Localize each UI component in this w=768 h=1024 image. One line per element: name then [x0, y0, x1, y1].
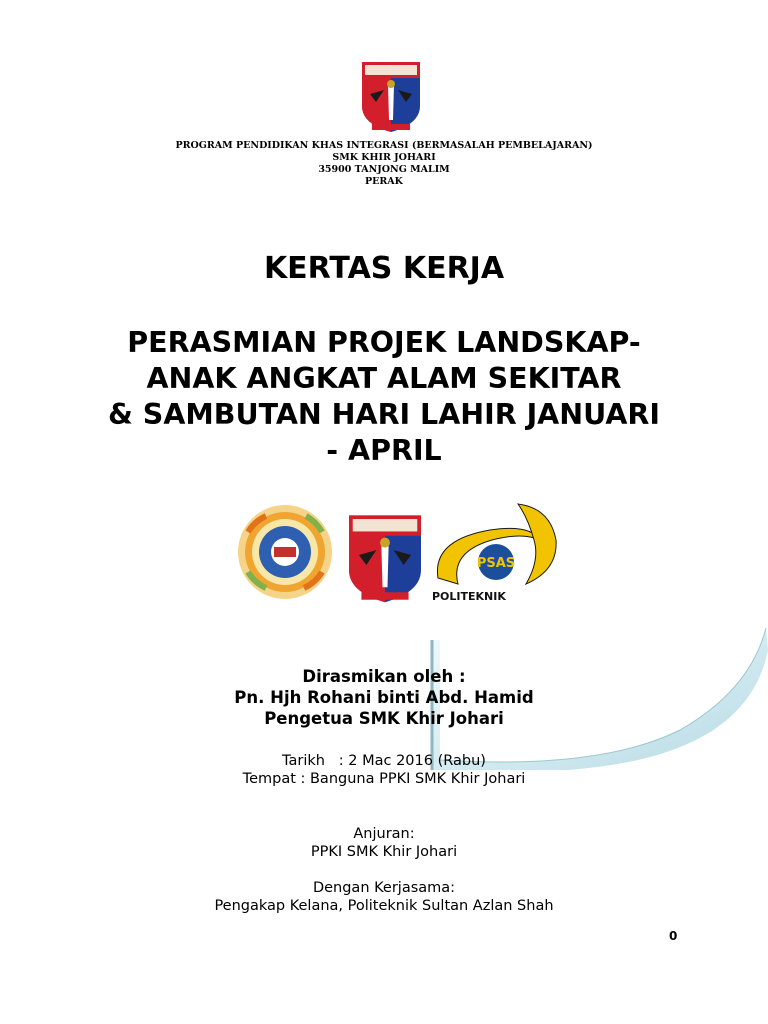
school-crest-logo — [362, 62, 420, 134]
officiant-name: Pn. Hjh Rohani binti Abd. Hamid — [234, 688, 534, 707]
event-date: Tarikh : 2 Mac 2016 (Rabu) — [282, 753, 486, 769]
school-program-line: PROGRAM PENDIDIKAN KHAS INTEGRASI (BERMASALAH PEMBELAJARAN) — [175, 140, 593, 151]
school-crest-logo-large — [349, 514, 421, 606]
subtitle-line-2: ANAK ANGKAT ALAM SEKITAR — [146, 362, 622, 395]
collaboration-label: Dengan Kerjasama: — [312, 880, 456, 896]
officiated-label: Dirasmikan oleh : — [302, 667, 466, 686]
event-venue: Tempat : Banguna PPKI SMK Khir Johari — [242, 771, 526, 787]
school-name-line: SMK KHIR JOHARI — [332, 152, 436, 163]
page-number: 0 — [669, 929, 678, 943]
collaboration-value: Pengakap Kelana, Politeknik Sultan Azlan Shah — [214, 898, 554, 914]
document-title: KERTAS KERJA — [263, 251, 505, 286]
subtitle-line-1: PERASMIAN PROJEK LANDSKAP- — [127, 326, 641, 359]
psas-mark-text: PSAS — [476, 556, 516, 571]
politeknik-text: POLITEKNIK — [432, 590, 506, 603]
subtitle-line-3: & SAMBUTAN HARI LAHIR JANUARI — [108, 398, 660, 431]
ppki-circular-emblem — [236, 502, 334, 602]
officiant-role: Pengetua SMK Khir Johari — [264, 709, 504, 728]
school-address-line: 35900 TANJONG MALIM — [318, 164, 450, 175]
organizer-value: PPKI SMK Khir Johari — [310, 844, 458, 860]
politeknik-logo — [430, 500, 560, 606]
school-state-line: PERAK — [365, 176, 403, 187]
organizer-label: Anjuran: — [353, 826, 415, 842]
subtitle-line-4: - APRIL — [326, 434, 442, 467]
